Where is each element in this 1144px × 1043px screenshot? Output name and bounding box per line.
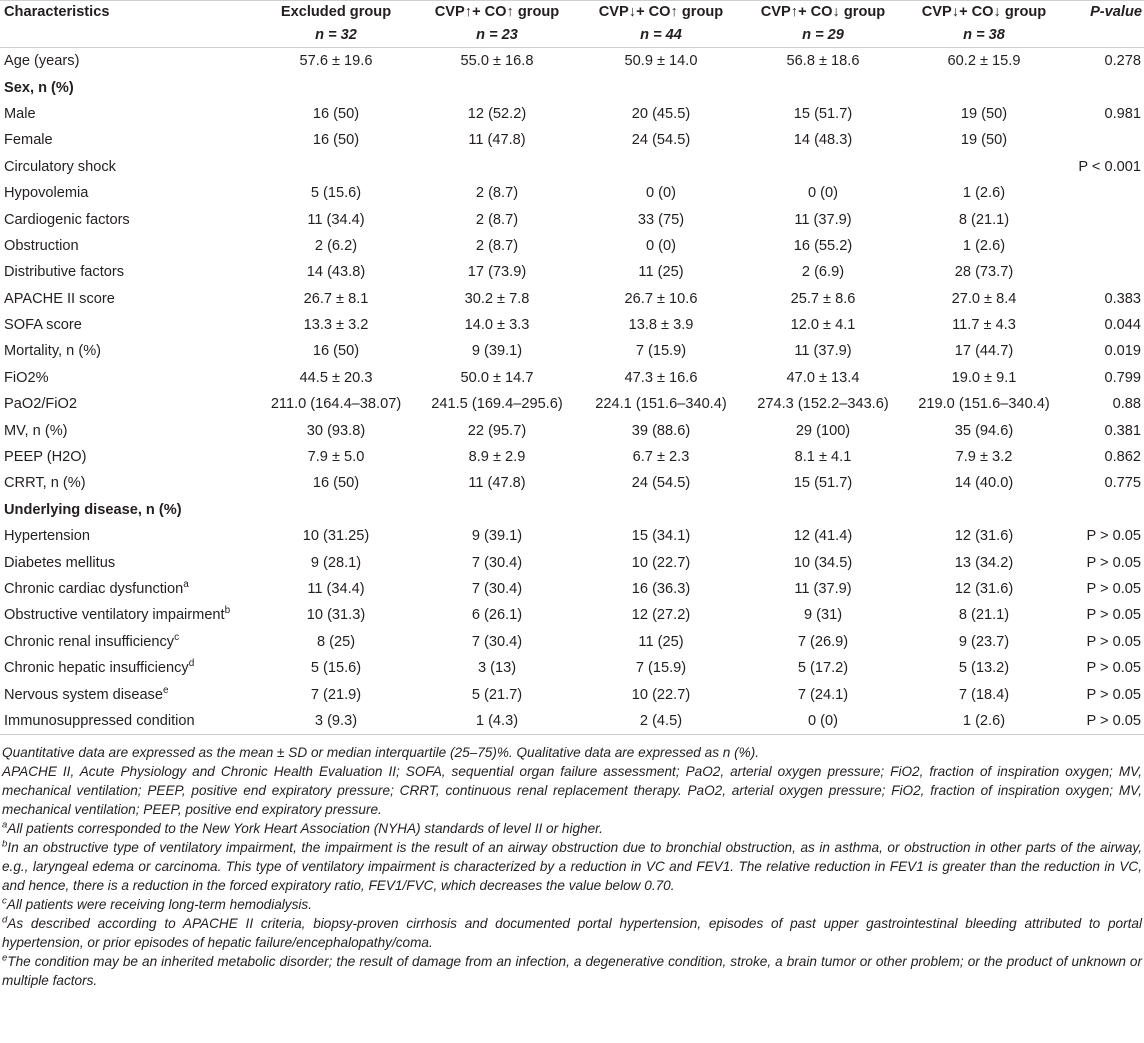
cell-value: 0 (0) xyxy=(645,237,676,254)
cell-value: 2 (6.2) xyxy=(314,237,358,254)
row-label xyxy=(0,497,258,523)
cell-value: 15 (51.7) xyxy=(793,475,853,492)
cell-value: 8 (21.1) xyxy=(958,211,1010,228)
row-label-text: Obstructive ventilatory impairment xyxy=(4,607,225,624)
cell-value: 5 (13.2) xyxy=(958,660,1010,677)
cell-value: 7 (15.9) xyxy=(635,343,687,360)
cell-value: 1 (4.3) xyxy=(414,708,580,735)
cell-value: 7 (30.4) xyxy=(471,554,523,571)
cell-value xyxy=(904,154,1064,180)
cell-value: 44.5 ± 20.3 xyxy=(299,369,373,386)
footnote-marker: d xyxy=(2,914,8,926)
row-label-text: APACHE II score xyxy=(4,290,115,307)
row-label-text: MV, n (%) xyxy=(4,422,68,439)
row-label-text: Hypovolemia xyxy=(4,185,89,202)
cell-pvalue: 0.383 xyxy=(1104,290,1141,307)
row-label-text: Mortality, n (%) xyxy=(4,343,102,360)
row-label xyxy=(0,101,258,127)
cell-pvalue: 0.799 xyxy=(1104,369,1141,386)
row-label xyxy=(0,180,258,206)
cell-value: 10 (34.5) xyxy=(793,554,853,571)
cell-value: 13.3 ± 3.2 xyxy=(303,317,369,334)
cell-value: 9 (31) xyxy=(803,607,843,624)
footnote-text: All patients corresponded to the New York Heart Association (NYHA) standards of level II or higher. xyxy=(7,821,603,837)
table-row xyxy=(0,576,1144,602)
cell-value: 7.9 ± 5.0 xyxy=(307,449,365,466)
header-group-cvp-up-co-down: CVP↑+ CO↓ group xyxy=(742,1,904,24)
footnote-marker: c xyxy=(174,631,180,643)
cell-value: 12 (31.6) xyxy=(954,528,1014,545)
table-row xyxy=(0,549,1144,575)
row-label-text: Age (years) xyxy=(4,53,80,70)
cell-value: 11 (25) xyxy=(638,264,684,281)
cell-value: 7 (26.9) xyxy=(797,633,849,650)
footnote xyxy=(2,743,1142,762)
cell-value: 33 (75) xyxy=(637,211,685,228)
cell-value: 15 (34.1) xyxy=(631,528,691,545)
cell-value xyxy=(414,74,580,100)
table-row xyxy=(0,286,1144,312)
cell-pvalue xyxy=(1064,259,1144,285)
cell-value xyxy=(580,74,742,100)
table-row xyxy=(0,48,1144,75)
cell-value: 224.1 (151.6–340.4) xyxy=(595,396,727,413)
cell-value: 11 (37.9) xyxy=(794,343,852,360)
cell-value xyxy=(904,74,1064,100)
cell-pvalue: 0.981 xyxy=(1104,105,1141,122)
cell-value xyxy=(742,497,904,523)
cell-value: 274.3 (152.2–343.6) xyxy=(757,396,889,413)
cell-value: 5 (15.6) xyxy=(310,185,362,202)
row-label-text: Obstruction xyxy=(4,237,79,254)
cell-value: 7 (24.1) xyxy=(797,686,849,703)
cell-value: 28 (73.7) xyxy=(954,264,1014,281)
table-row xyxy=(0,127,1144,153)
row-label xyxy=(0,312,258,338)
cell-value: 50.0 ± 14.7 xyxy=(460,369,534,386)
cell-value: 16 (50) xyxy=(312,105,360,122)
row-label-text: Distributive factors xyxy=(4,264,125,281)
cell-value: 1 (2.6) xyxy=(904,708,1064,735)
cell-value: 2 (4.5) xyxy=(580,708,742,735)
cell-value: 13 (34.2) xyxy=(954,554,1014,571)
header-n-cvp-up-co-up: n = 23 xyxy=(414,23,580,48)
row-label-text: PaO2/FiO2 xyxy=(4,396,77,413)
row-label-text: Underlying disease, n (%) xyxy=(4,501,182,518)
cell-value: 8 (25) xyxy=(316,633,356,650)
row-label xyxy=(0,576,258,602)
table-row xyxy=(0,312,1144,338)
row-label-text: Nervous system disease xyxy=(4,686,163,703)
cell-value: 11 (25) xyxy=(638,633,684,650)
cell-value: 35 (94.6) xyxy=(954,422,1014,439)
cell-pvalue: 0.381 xyxy=(1104,422,1141,439)
cell-pvalue xyxy=(1064,74,1144,100)
cell-value: 29 (100) xyxy=(795,422,851,439)
cell-value: 26.7 ± 10.6 xyxy=(624,290,698,307)
row-label xyxy=(0,708,258,735)
row-label xyxy=(0,286,258,312)
table-row xyxy=(0,444,1144,470)
footnote-text: APACHE II, Acute Physiology and Chronic Health Evaluation II; SOFA, sequential organ failure assessment; PaO2, arterial oxygen pressure; FiO2, fraction of inspiration oxygen; MV, mechanical ventilation; PEEP, positive end expiratory pressure; CRRT, continuous renal replacement therapy. PaO2, arterial oxygen pressure; FiO2, fraction of inspiration oxygen; MV, mechanical ventilation; PEEP, positive end expiratory pressure. xyxy=(2,764,1142,818)
cell-value: 16 (36.3) xyxy=(631,581,691,597)
cell-value: 11 (47.8) xyxy=(468,475,526,492)
cell-value: 30 (93.8) xyxy=(306,422,366,439)
row-label-text: Immunosuppressed condition xyxy=(4,712,195,729)
cell-value xyxy=(414,497,580,523)
cell-value: 211.0 (164.4–38.07) xyxy=(270,396,402,413)
cell-value: 20 (45.5) xyxy=(631,105,691,122)
cell-value: 0 (0) xyxy=(807,185,838,202)
cell-value: 14 (40.0) xyxy=(954,475,1014,492)
row-label-text: Chronic renal insufficiency xyxy=(4,633,175,650)
table-header-row xyxy=(0,1,1144,24)
cell-value: 24 (54.5) xyxy=(631,132,691,149)
footnote xyxy=(2,819,1142,838)
cell-value: 10 (31.3) xyxy=(306,607,366,624)
cell-value: 12 (41.4) xyxy=(793,528,853,545)
table-row xyxy=(0,206,1144,232)
cell-value xyxy=(414,154,580,180)
row-label-text: Circulatory shock xyxy=(4,158,116,175)
header-n-cvp-up-co-down: n = 29 xyxy=(742,23,904,48)
footnote-marker: e xyxy=(162,684,169,696)
row-label-text: Chronic hepatic insufficiency xyxy=(4,660,189,677)
row-label xyxy=(0,629,258,655)
cell-value xyxy=(258,154,414,180)
row-label xyxy=(0,681,258,707)
cell-value: 11 (37.9) xyxy=(794,211,852,228)
table-row xyxy=(0,497,1144,523)
row-label xyxy=(0,48,258,75)
cell-value: 14.0 ± 3.3 xyxy=(464,317,530,334)
cell-value: 15 (51.7) xyxy=(793,105,853,122)
header-pvalue: P-value xyxy=(1064,1,1144,24)
cell-value: 10 (22.7) xyxy=(631,554,691,571)
cell-value: 7.9 ± 3.2 xyxy=(955,449,1013,466)
cell-pvalue: 0.278 xyxy=(1104,53,1141,70)
cell-pvalue: P > 0.05 xyxy=(1086,554,1141,571)
cell-value xyxy=(580,154,742,180)
cell-value: 8.1 ± 4.1 xyxy=(794,449,852,466)
row-label xyxy=(0,259,258,285)
row-label-text: Female xyxy=(4,132,53,149)
cell-value: 55.0 ± 16.8 xyxy=(460,53,534,70)
cell-pvalue: 0.775 xyxy=(1104,475,1141,492)
cell-value: 9 (39.1) xyxy=(471,528,523,545)
cell-value: 19 (50) xyxy=(960,105,1008,122)
row-label xyxy=(0,549,258,575)
cell-value: 7 (21.9) xyxy=(310,686,362,703)
row-label-text: Chronic cardiac dysfunction xyxy=(4,581,184,597)
cell-value: 30.2 ± 7.8 xyxy=(464,290,530,307)
cell-value: 7 (15.9) xyxy=(635,660,687,677)
footnote-marker: d xyxy=(188,658,195,670)
row-label xyxy=(0,206,258,232)
cell-pvalue xyxy=(1064,127,1144,153)
cell-value: 3 (13) xyxy=(477,660,517,677)
table-row xyxy=(0,180,1144,206)
header-n-cvp-down-co-up: n = 44 xyxy=(580,23,742,48)
header-characteristics: Characteristics xyxy=(0,1,258,24)
cell-value: 24 (54.5) xyxy=(631,475,691,492)
cell-value: 5 (17.2) xyxy=(797,660,849,677)
cell-value: 11 (34.4) xyxy=(307,211,365,228)
footnote-marker: a xyxy=(2,819,8,831)
cell-value: 16 (55.2) xyxy=(793,237,853,254)
header-group-excluded: Excluded group xyxy=(258,1,414,24)
cell-value: 10 (22.7) xyxy=(631,686,691,703)
table-row xyxy=(0,655,1144,681)
cell-value: 12 (27.2) xyxy=(631,607,691,624)
cell-value: 26.7 ± 8.1 xyxy=(303,290,369,307)
cell-value: 11 (47.8) xyxy=(468,132,526,149)
cell-value: 12 (52.2) xyxy=(467,105,527,122)
cell-value: 39 (88.6) xyxy=(631,422,691,439)
cell-value: 19.0 ± 9.1 xyxy=(951,369,1017,386)
row-label-text: Cardiogenic factors xyxy=(4,211,130,228)
row-label xyxy=(0,233,258,259)
cell-value: 11.7 ± 4.3 xyxy=(952,317,1016,334)
row-label xyxy=(0,127,258,153)
cell-value: 11 (34.4) xyxy=(307,581,365,597)
cell-pvalue xyxy=(1064,497,1144,523)
table-row xyxy=(0,233,1144,259)
footnote xyxy=(2,895,1142,914)
cell-value: 0 (0) xyxy=(742,708,904,735)
row-label xyxy=(0,154,258,180)
footnote xyxy=(2,762,1142,819)
cell-value: 7 (18.4) xyxy=(958,686,1010,703)
cell-value: 5 (15.6) xyxy=(310,660,362,677)
cell-value: 25.7 ± 8.6 xyxy=(790,290,856,307)
row-label xyxy=(0,655,258,681)
cell-pvalue: P > 0.05 xyxy=(1086,581,1141,597)
cell-value: 6.7 ± 2.3 xyxy=(632,449,690,466)
row-label xyxy=(0,391,258,417)
table-header-n-row xyxy=(0,23,1144,48)
row-label-text: Diabetes mellitus xyxy=(4,554,116,571)
row-label-text: SOFA score xyxy=(4,317,82,334)
row-label-text: Sex, n (%) xyxy=(4,79,74,96)
cell-value: 10 (31.25) xyxy=(302,528,370,545)
cell-pvalue: 0.862 xyxy=(1104,449,1141,466)
cell-value: 2 (8.7) xyxy=(475,211,519,228)
row-label xyxy=(0,365,258,391)
table-footnotes xyxy=(0,743,1144,990)
table-row xyxy=(0,417,1144,443)
footnote-marker: b xyxy=(224,605,231,617)
header-group-cvp-up-co-up: CVP↑+ CO↑ group xyxy=(414,1,580,24)
table-row xyxy=(0,523,1144,549)
cell-value: 19 (50) xyxy=(960,132,1008,149)
cell-value: 0 (0) xyxy=(645,185,676,202)
row-label xyxy=(0,523,258,549)
cell-value: 2 (6.9) xyxy=(801,264,845,281)
row-label xyxy=(0,470,258,496)
footnote-text: As described according to APACHE II criteria, biopsy-proven cirrhosis and documented portal hypertension, episodes of past upper gastrointestinal bleeding attributed to portal hypertension, or prior episodes of hepatic failure/encephalopathy/coma. xyxy=(2,916,1142,951)
header-n-cvp-down-co-down: n = 38 xyxy=(904,23,1064,48)
row-label xyxy=(0,602,258,628)
cell-value: 14 (48.3) xyxy=(793,132,853,149)
cell-value xyxy=(742,154,904,180)
row-label xyxy=(0,417,258,443)
table-row xyxy=(0,391,1144,417)
cell-value: 7 (30.4) xyxy=(471,633,523,650)
cell-pvalue: P > 0.05 xyxy=(1086,607,1141,624)
table-row xyxy=(0,629,1144,655)
row-label-text: FiO2% xyxy=(4,369,49,386)
row-label xyxy=(0,74,258,100)
cell-value xyxy=(258,74,414,100)
cell-value xyxy=(904,497,1064,523)
cell-value: 1 (2.6) xyxy=(962,185,1006,202)
footnote-marker: a xyxy=(183,579,189,591)
footnote-marker: c xyxy=(2,895,7,907)
cell-pvalue xyxy=(1064,233,1144,259)
footnote-text: Quantitative data are expressed as the mean ± SD or median interquartile (25–75)%. Qualitative data are expressed as n (%). xyxy=(2,745,760,761)
cell-value: 8 (21.1) xyxy=(958,607,1010,624)
cell-value: 47.3 ± 16.6 xyxy=(624,369,698,386)
cell-value xyxy=(258,497,414,523)
cell-pvalue: P > 0.05 xyxy=(1064,708,1144,735)
cell-pvalue: P < 0.001 xyxy=(1078,158,1141,175)
cell-value: 9 (28.1) xyxy=(310,554,362,571)
cell-value: 9 (23.7) xyxy=(958,633,1010,650)
cell-value xyxy=(580,497,742,523)
footnote xyxy=(2,914,1142,952)
cell-pvalue xyxy=(1064,206,1144,232)
cell-value: 16 (50) xyxy=(312,132,360,149)
cell-value: 2 (8.7) xyxy=(475,185,519,202)
footnote-text: All patients were receiving long-term hemodialysis. xyxy=(6,897,312,913)
table-row xyxy=(0,338,1144,364)
cell-value: 9 (39.1) xyxy=(471,343,523,360)
table-row xyxy=(0,74,1144,100)
cell-value: 22 (95.7) xyxy=(467,422,527,439)
cell-value: 13.8 ± 3.9 xyxy=(628,317,694,334)
cell-value: 47.0 ± 13.4 xyxy=(786,369,860,386)
cell-value: 7 (30.4) xyxy=(471,581,523,597)
footnote-text: The condition may be an inherited metabolic disorder; the result of damage from an infection, a degenerative condition, stroke, a brain tumor or other problem; or the product of unknown or multiple factors. xyxy=(2,954,1142,989)
row-label-text: Male xyxy=(4,105,36,122)
cell-value: 27.0 ± 8.4 xyxy=(951,290,1017,307)
row-label-text: Hypertension xyxy=(4,528,90,545)
footnote-marker: e xyxy=(2,952,8,964)
cell-pvalue: 0.88 xyxy=(1112,396,1141,413)
cell-value xyxy=(742,74,904,100)
header-n-excluded: n = 32 xyxy=(258,23,414,48)
table-body xyxy=(0,48,1144,735)
row-label-text: CRRT, n (%) xyxy=(4,475,86,492)
cell-value: 6 (26.1) xyxy=(471,607,523,624)
cell-value: 219.0 (151.6–340.4) xyxy=(918,396,1050,413)
table-row xyxy=(0,681,1144,707)
table-row xyxy=(0,602,1144,628)
cell-value: 1 (2.6) xyxy=(962,237,1006,254)
cell-value: 12 (31.6) xyxy=(954,581,1014,597)
cell-value: 16 (50) xyxy=(312,475,360,492)
cell-pvalue: P > 0.05 xyxy=(1086,528,1141,545)
cell-value: 3 (9.3) xyxy=(258,708,414,735)
footnote-marker: b xyxy=(2,838,8,850)
row-label-text: PEEP (H2O) xyxy=(4,449,87,466)
footnote-text: In an obstructive type of ventilatory impairment, the impairment is the result of an airway obstruction due to bronchial obstruction, as in asthma, or obstruction in other parts of the airway, e.g., laryngeal edema or carcinoma. This type of ventilatory impairment is characterized by a reduction in VC and FEV1. The relative reduction in FEV1 is greater than the reduction in VC, and hence, there is a reduction in the forced expiratory ratio, FEV1/FVC, which decreases the value below 0.70. xyxy=(2,840,1142,894)
cell-value: 14 (43.8) xyxy=(306,264,366,281)
table-row xyxy=(0,470,1144,496)
cell-value: 50.9 ± 14.0 xyxy=(624,53,698,70)
cell-value: 16 (50) xyxy=(312,343,360,360)
cell-value: 12.0 ± 4.1 xyxy=(790,317,856,334)
cell-pvalue: P > 0.05 xyxy=(1086,686,1141,703)
cell-pvalue: P > 0.05 xyxy=(1086,660,1141,677)
table-row xyxy=(0,154,1144,180)
cell-pvalue: P > 0.05 xyxy=(1086,633,1141,650)
cell-value: 17 (73.9) xyxy=(467,264,527,281)
table-row xyxy=(0,365,1144,391)
cell-value: 17 (44.7) xyxy=(954,343,1014,360)
header-group-cvp-down-co-up: CVP↓+ CO↑ group xyxy=(580,1,742,24)
cell-value: 56.8 ± 18.6 xyxy=(786,53,860,70)
cell-pvalue xyxy=(1064,180,1144,206)
table-row xyxy=(0,708,1144,735)
footnote xyxy=(2,952,1142,990)
cell-value: 241.5 (169.4–295.6) xyxy=(431,396,563,413)
row-label xyxy=(0,444,258,470)
footnote xyxy=(2,838,1142,895)
cell-value: 57.6 ± 19.6 xyxy=(299,53,373,70)
table-row xyxy=(0,101,1144,127)
cell-value: 11 (37.9) xyxy=(794,581,852,597)
cell-value: 8.9 ± 2.9 xyxy=(468,449,526,466)
header-group-cvp-down-co-down: CVP↓+ CO↓ group xyxy=(904,1,1064,24)
cell-value: 5 (21.7) xyxy=(471,686,523,703)
cell-value: 60.2 ± 15.9 xyxy=(947,53,1021,70)
row-label xyxy=(0,338,258,364)
cell-value: 2 (8.7) xyxy=(475,237,519,254)
cell-pvalue: 0.019 xyxy=(1104,343,1141,360)
cell-pvalue: 0.044 xyxy=(1104,317,1141,334)
table-row xyxy=(0,259,1144,285)
